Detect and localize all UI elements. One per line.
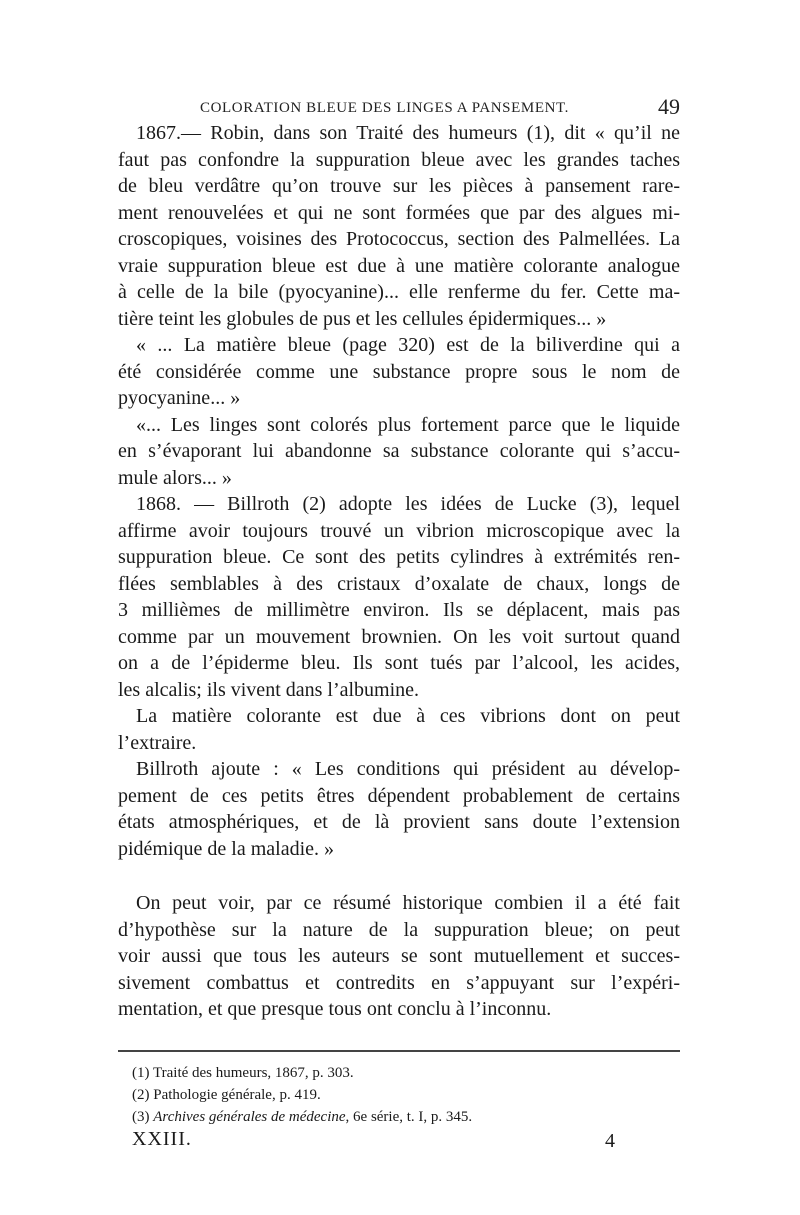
text-line: 1867.— Robin, dans son Traité des humeurs (1), dit « qu’il ne <box>136 122 680 144</box>
text-line: les alcalis; ils vivent dans l’albumine. <box>118 678 420 701</box>
text-line: en s’évaporant lui abandonne sa substance colorante qui s’accu- <box>118 440 680 462</box>
text-line: tière teint les globules de pus et les cellules épidermiques... » <box>118 307 607 330</box>
text-line: On peut voir, par ce résumé historique combien il a été fait <box>136 892 680 914</box>
text-line: sivement combattus et contredits en s’appuyant sur l’expéri- <box>118 971 680 994</box>
text-line: comme par un mouvement brownien. On les voit surtout quand <box>118 625 680 648</box>
text-line: Billroth ajoute : « Les conditions qui président au dévelop- <box>136 758 680 780</box>
footnote-marker: (3) <box>132 1109 150 1125</box>
footnote-text: , 6e série, t. I, p. 345. <box>345 1109 473 1125</box>
text-line: croscopiques, voisines des Protococcus, section des Palmellées. La <box>118 228 680 250</box>
text-line: pidémique de la maladie. » <box>118 837 335 860</box>
text-line: l’extraire. <box>118 731 197 754</box>
footnote <box>132 1084 680 1106</box>
text-line: La matière colorante est due à ces vibrions dont on peut <box>136 705 680 727</box>
footnote-marker: (1) <box>132 1065 150 1081</box>
text-line: voir aussi que tous les auteurs se sont mutuellement et succes- <box>118 945 680 967</box>
text-line: pyocyanine... » <box>118 387 241 409</box>
text-line: 1868. — Billroth (2) adopte les idées de Lucke (3), lequel <box>136 493 680 515</box>
footnote-rule <box>118 1050 680 1052</box>
text-line: on a de l’épiderme bleu. Ils sont tués par l’alcool, les acides, <box>118 652 680 674</box>
text-line: été considérée comme une substance propre sous le nom de <box>118 360 680 383</box>
footnote <box>132 1062 680 1084</box>
text-line: à celle de la bile (pyocyanine)... elle renferme du fer. Cette ma- <box>118 281 680 303</box>
text-line: suppuration bleue. Ce sont des petits cylindres à extrémités ren- <box>118 546 680 568</box>
footnote-marker: (2) <box>132 1087 150 1103</box>
text-line: mule alors... » <box>118 466 232 489</box>
footnotes <box>132 1062 680 1128</box>
footnote-journal-title: Archives générales de médecine <box>153 1109 346 1125</box>
text-line: vraie suppuration bleue est due à une matière colorante analogue <box>118 254 680 277</box>
text-line: faut pas confondre la suppuration bleue avec les grandes taches <box>118 148 680 171</box>
footnote-text: Pathologie générale, p. 419. <box>153 1087 321 1103</box>
text-line: d’hypothèse sur la nature de la suppuration bleue; on peut <box>118 918 680 941</box>
text-line: 3 millièmes de millimètre environ. Ils se déplacent, mais pas <box>118 599 680 621</box>
text-line: affirme avoir toujours trouvé un vibrion microscopique avec la <box>118 519 680 542</box>
body-text <box>118 120 680 1023</box>
running-title: COLORATION BLEUE DES LINGES A PANSEMENT. <box>200 100 570 116</box>
signature-number: 4 <box>605 1130 615 1152</box>
footnote-text: Traité des humeurs, 1867, p. 303. <box>152 1065 354 1081</box>
text-line: ment renouvelées et qui ne sont formées que par des algues mi- <box>118 201 680 224</box>
text-line: « ... La matière bleue (page 320) est de la biliverdine qui a <box>136 334 680 356</box>
text-line: flées semblables à des cristaux d’oxalate de chaux, longs de <box>118 572 680 595</box>
paragraph-gap <box>118 862 680 890</box>
text-line: «... Les linges sont colorés plus fortement parce que le liquide <box>136 413 680 436</box>
text-line: états atmosphériques, et de là provient sans doute l’extension <box>118 811 680 833</box>
footnote <box>132 1106 680 1128</box>
text-line: mentation, et que presque tous ont conclu à l’inconnu. <box>118 998 552 1020</box>
signature-mark: XXIII. <box>132 1128 192 1150</box>
text-line: pement de ces petits êtres dépendent probablement de certains <box>118 784 680 807</box>
text-line: de bleu verdâtre qu’on trouve sur les pièces à pansement rare- <box>118 175 680 197</box>
page-number: 49 <box>658 94 680 119</box>
